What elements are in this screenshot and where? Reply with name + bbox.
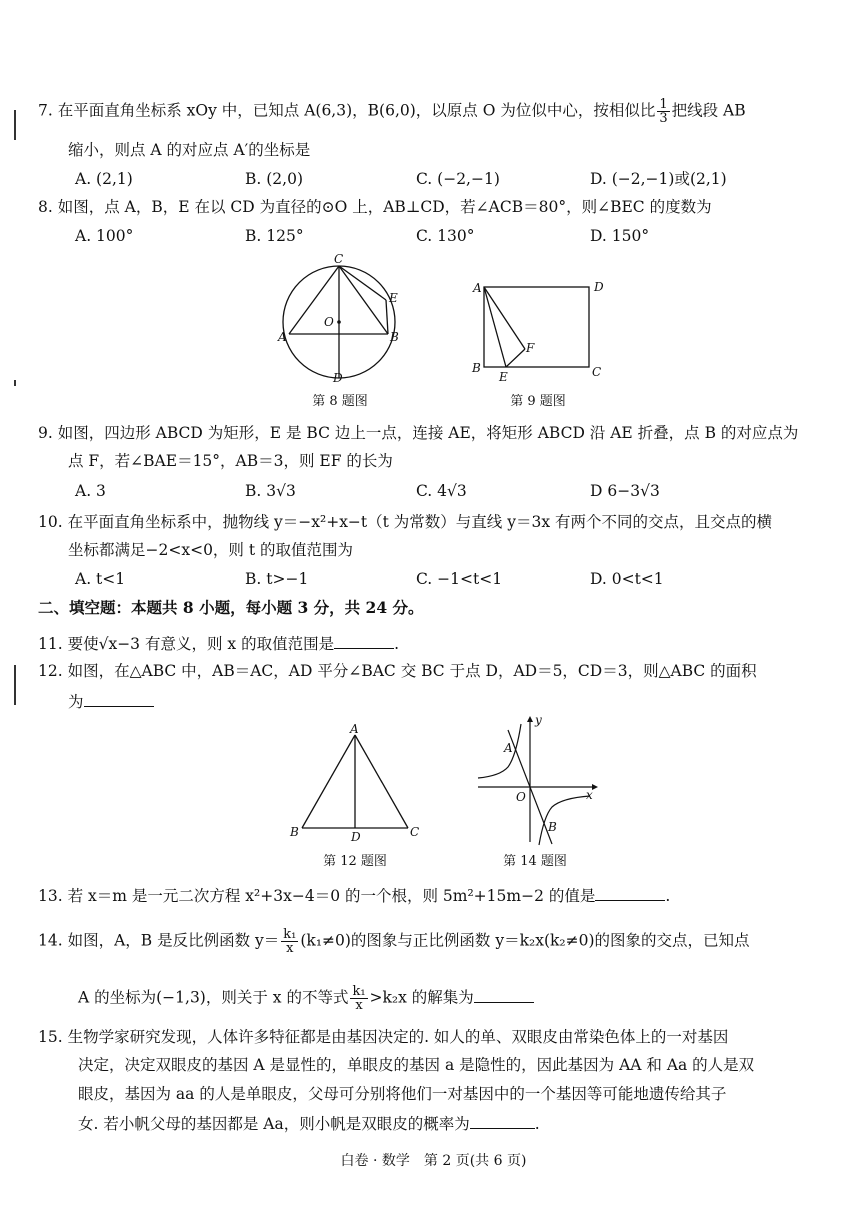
q14-frac1-den: x [286,941,294,956]
fig14-label-x: x [586,788,593,802]
q7-frac-num: 1 [659,97,668,112]
q8-option-b: B. 125° [245,227,304,245]
segment-cb [339,266,388,334]
fig9-label-e: E [499,370,508,384]
q7-line1-post: 把线段 AB [671,101,746,120]
fig9-label-f: F [526,341,535,355]
q10-option-a: A. t<1 [75,570,126,588]
q14-line1 [38,928,750,955]
q7-line1-pre: 7. 在平面直角坐标系 xOy 中，已知点 A(6,3)，B(6,0)，以原点 O 为位似中心，按相似比 [38,101,656,120]
segment-fe [506,349,525,367]
fig8-label-d: D [333,371,343,385]
q13 [38,884,670,906]
rect-abcd [484,287,589,367]
fig14-label-b: B [548,820,557,834]
q14-answer-blank [474,986,534,1003]
q12-line2-text: 为 [68,693,84,711]
q8-option-c: C. 130° [416,227,475,245]
q10-option-b: B. t>−1 [245,570,309,588]
q11 [38,632,399,654]
q14-frac1-num: k₁ [283,927,297,942]
x-axis-arrow [592,784,598,790]
q13-post: . [665,887,671,905]
q10-line2: 坐标都满足−2<x<0，则 t 的取值范围为 [68,541,354,559]
segment-eb [386,300,388,334]
q7-option-c: C. (−2,−1) [416,170,500,188]
q11-post: . [394,635,400,653]
q8-option-d: D. 150° [590,227,650,245]
segment-af [484,287,525,349]
q14-line1-post: (k₁≠0)的图象与正比例函数 y＝k₂x(k₂≠0)的图象的交点，已知点 [300,931,750,950]
segment-ae [484,287,506,367]
q7-frac-den: 3 [659,111,668,126]
hyperbola-branch-right [539,796,590,845]
q14-line2 [78,985,534,1012]
q8-stem: 8. 如图，点 A，B，E 在以 CD 为直径的⊙O 上，AB⊥CD，若∠ACB＝80°，则∠BEC 的度数为 [38,198,712,216]
hyperbola-branch-left [478,724,521,778]
q13-answer-blank [595,884,665,901]
q15-line4 [78,1112,540,1134]
margin-mark [14,110,16,140]
q14-frac2-den: x [355,998,363,1013]
q7-line1 [38,98,746,125]
q14-line2-pre: A 的坐标为(−1,3)，则关于 x 的不等式 [78,988,349,1007]
q9-option-b: B. 3√3 [245,482,296,500]
fig14-label-o: O [516,790,526,804]
q8-option-a: A. 100° [75,227,134,245]
center-dot [337,320,341,324]
fig9-label-a: A [473,281,482,295]
fig12-label-c: C [410,825,420,839]
fig9-label-b: B [472,361,481,375]
page-footer: 白卷 · 数学 第 2 页(共 6 页) [340,1153,527,1169]
q15-line2: 决定，决定双眼皮的基因 A 是显性的，单眼皮的基因 a 是隐性的，因此基因为 AA 和 Aa 的人是双 [78,1056,755,1074]
q10-option-d: D. 0<t<1 [590,570,664,588]
q9-option-c: C. 4√3 [416,482,467,500]
q15-line3: 眼皮，基因为 aa 的人是单眼皮，父母可分别将他们一对基因中的一个基因等可能地遗传给其子 [78,1085,727,1103]
figure-12-caption: 第 12 题图 [323,854,387,869]
fig8-label-c: C [334,252,344,266]
side-ac [355,735,408,828]
fig8-label-e: E [389,291,398,305]
q10-line1: 10. 在平面直角坐标系中，抛物线 y＝−x²+x−t（t 为常数）与直线 y＝3x 有两个不同的交点，且交点的横 [38,513,773,531]
q10-option-c: C. −1<t<1 [416,570,503,588]
fig8-label-o: O [324,315,334,329]
fig12-label-d: D [351,830,361,844]
q9-line1: 9. 如图，四边形 ABCD 为矩形，E 是 BC 边上一点，连接 AE，将矩形 ABCD 沿 AE 折叠，点 B 的对应点为 [38,424,799,442]
figure-12-triangle [285,720,425,845]
q14-line1-pre: 14. 如图，A，B 是反比例函数 y＝ [38,931,280,950]
fig12-label-a: A [350,722,359,736]
q11-text: 11. 要使√x−3 有意义，则 x 的取值范围是 [38,635,335,653]
q12-answer-blank [84,690,154,707]
fig8-label-a: A [278,330,287,344]
q11-answer-blank [334,632,394,649]
q7-line2: 缩小，则点 A 的对应点 A′的坐标是 [68,141,311,159]
figure-8-circle [275,250,405,385]
q9-line2: 点 F，若∠BAE＝15°，AB＝3，则 EF 的长为 [68,452,393,470]
y-axis-arrow [527,716,533,722]
figure-9-rectangle [465,275,615,387]
q15-answer-blank [470,1112,535,1129]
figure-14-caption: 第 14 题图 [503,854,567,869]
q9-option-a: A. 3 [75,482,106,500]
figure-8-caption: 第 8 题图 [312,394,368,409]
q7-option-a: A. (2,1) [75,170,133,188]
figure-9-caption: 第 9 题图 [510,394,566,409]
q14-fraction-1 [281,928,298,955]
q15-line4-text: 女. 若小帆父母的基因都是 Aa，则小帆是双眼皮的概率为 [78,1115,470,1133]
q7-option-b: B. (2,0) [245,170,303,188]
fig8-label-b: B [390,330,399,344]
fig14-label-a: A [504,741,513,755]
fig9-label-c: C [592,365,602,379]
q12-line1: 12. 如图，在△ABC 中，AB＝AC，AD 平分∠BAC 交 BC 于点 D，AD＝5，CD＝3，则△ABC 的面积 [38,662,757,680]
fig14-label-y: y [535,713,542,727]
q15-line1: 15. 生物学家研究发现，人体许多特征都是由基因决定的. 如人的单、双眼皮由常染色体上的一对基因 [38,1028,729,1046]
q15-line4-post: . [534,1115,540,1133]
q14-frac2-num: k₁ [352,984,366,999]
fig12-label-b: B [290,825,299,839]
q12-line2 [68,690,154,712]
q7-ratio-fraction [657,98,669,125]
q13-text: 13. 若 x＝m 是一元二次方程 x²+3x−4＝0 的一个根，则 5m²+15m−2 的值是 [38,887,596,905]
q14-fraction-2 [350,985,367,1012]
figure-14-graph [470,712,605,847]
q14-line2-post: >k₂x 的解集为 [369,988,474,1007]
margin-mark [14,665,16,705]
section-2-heading: 二、填空题：本题共 8 小题，每小题 3 分，共 24 分。 [38,598,424,617]
q7-option-d: D. (−2,−1)或(2,1) [590,170,727,188]
margin-mark [14,380,16,386]
q9-option-d: D 6−3√3 [590,482,660,500]
side-ab [302,735,355,828]
fig9-label-d: D [594,280,604,294]
